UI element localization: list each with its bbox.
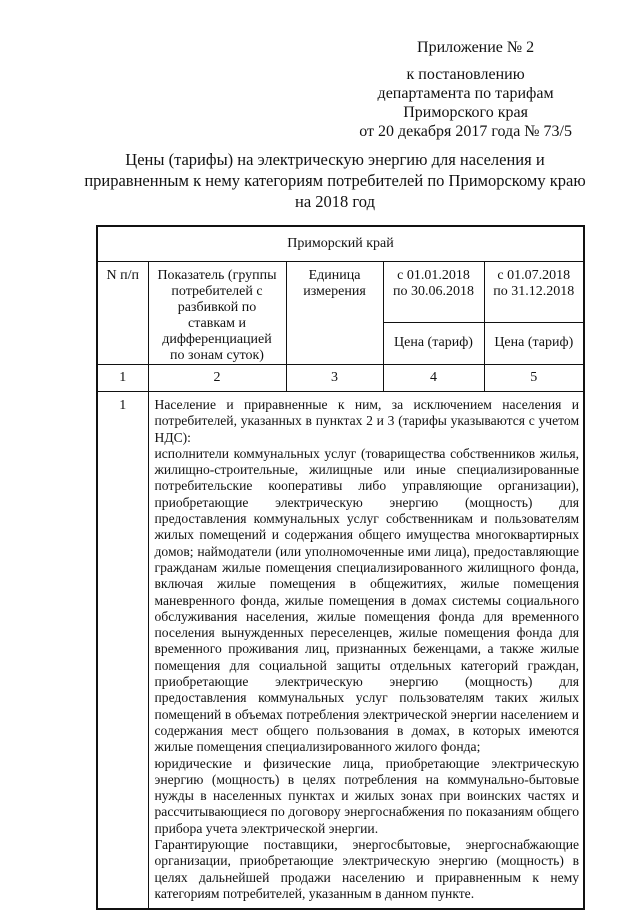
- row-paragraph-3: юридические и физические лица, приобретающие электрическую энергию (мощность) в целях потребления на коммунально-бытовые нужды в населенных пунктах и жилых зонах при воинских частях и рассчитывающиеся по договору энергоснабжения по показаниям общего прибора учета электрической энергии.: [154, 755, 580, 836]
- row-paragraph-1: Население и приравненные к ним, за исключением населения и потребителей, указанных в пунктах 2 и 3 (тарифы указываются с учетом НДС):: [154, 397, 580, 445]
- header-indicator: Показатель (группы потребителей с разбивкой по ставкам и дифференциацией по зонам суток): [148, 262, 286, 365]
- row-description: [148, 392, 584, 910]
- title-line-3: на 2018 год: [295, 192, 375, 211]
- header-num: N п/п: [97, 262, 148, 365]
- appendix-region: Приморского края: [403, 104, 528, 121]
- title-line-1: Цены (тарифы) на электрическую энергию для населения и: [125, 150, 545, 169]
- region-header: Приморский край: [97, 226, 584, 262]
- document-title: [70, 149, 600, 212]
- header-period-2: с 01.07.2018 по 31.12.2018: [484, 262, 584, 323]
- appendix-ref: к постановлению: [406, 66, 525, 83]
- tariff-table: [96, 225, 585, 910]
- header-unit: Единица измерения: [286, 262, 383, 365]
- header-price-1: Цена (тариф): [383, 322, 484, 365]
- col-number-4: 4: [383, 365, 484, 392]
- row-paragraph-2: исполнители коммунальных услуг (товарищества собственников жилья, жилищно-строительные, жилищные или иные специализированные потребительские кооперативы либо управляющие организации), приобретающие электрическую энергию (мощность) для предоставления коммунальных услуг собственникам и пользователям жилых помещений и содержания общего имущества многоквартирных домов; наймодатели (или уполномоченные ими лица), предоставляющие гражданам жилые помещения специализированного жилищного фонда, включая жилые помещения в общежитиях, жилые помещения маневренного фонда, жилые помещения в домах системы социального обслуживания населения, жилые помещения фонда для временного поселения вынужденных переселенцев, жилые помещения фонда для временного проживания лиц, признанных беженцами, а также жилые помещения для социальной защиты отдельных категорий граждан, приобретающие электрическую энергию (мощность) для предоставления коммунальных услуг пользователям таких жилых помещений в объемах потребления электрической энергии населением и содержания мест общего пользования в домах, в которых имеются жилые помещения специализированного жилого фонда;: [154, 445, 580, 755]
- appendix-title: Приложение № 2: [417, 39, 535, 56]
- title-line-2: приравненным к нему категориям потребителей по Приморскому краю: [84, 171, 586, 190]
- appendix-department: департамента по тарифам: [377, 85, 554, 102]
- row-number: 1: [97, 392, 148, 910]
- col-number-5: 5: [484, 365, 584, 392]
- row-paragraph-4: Гарантирующие поставщики, энергосбытовые, энергоснабжающие организации, приобретающие электрическую энергию (мощность) в целях дальнейшей продажи населению и приравненным к нему категориям потребителей, указанным в данном пункте.: [154, 837, 580, 901]
- col-number-1: 1: [97, 365, 148, 392]
- col-number-3: 3: [286, 365, 383, 392]
- header-period-1: с 01.01.2018 по 30.06.2018: [383, 262, 484, 323]
- header-price-2: Цена (тариф): [484, 322, 584, 365]
- appendix-block: [359, 38, 572, 141]
- appendix-date: от 20 декабря 2017 года № 73/5: [359, 123, 572, 140]
- col-number-2: 2: [148, 365, 286, 392]
